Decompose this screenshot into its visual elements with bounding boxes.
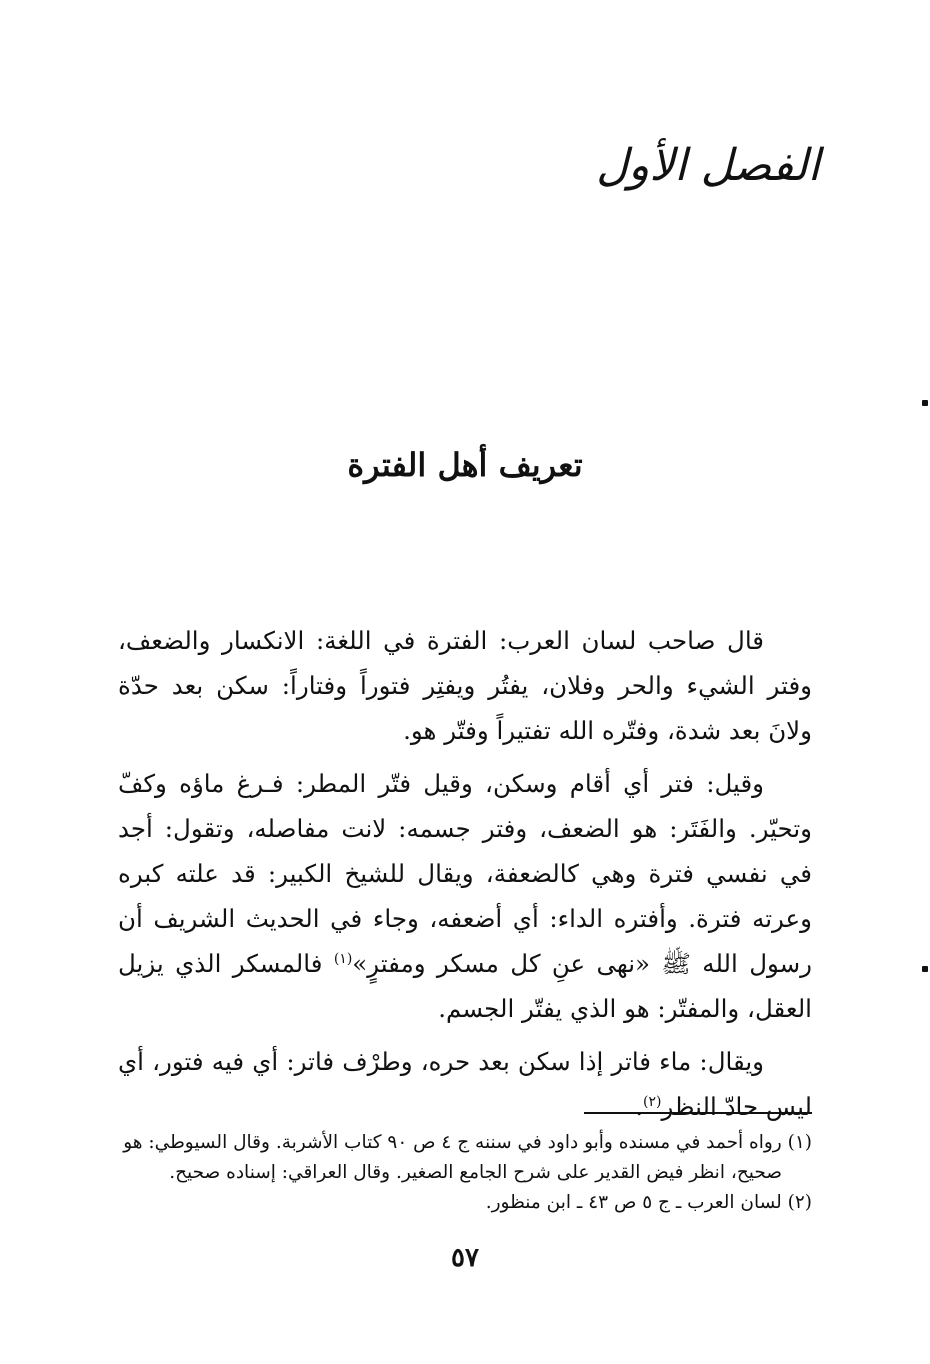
footnote-ref-1: (١) — [333, 950, 353, 967]
margin-mark — [922, 400, 928, 406]
footnote-divider — [584, 1112, 812, 1114]
paragraph-3-text: ويقال: ماء فاتر إذا سكن بعد حره، وطرْف فاتر: أي فيه فتور، أي ليس حادّ النظر — [118, 1047, 812, 1121]
footnotes — [118, 1128, 812, 1218]
paragraph-1 — [118, 618, 812, 753]
footnote-ref-2: (٢) — [643, 1093, 662, 1110]
footnote-1-continuation: صحيح، انظر فيض القدير على شرح الجامع الصغير. وقال العراقي: إسناده صحيح. — [169, 1162, 782, 1183]
paragraph-3 — [118, 1039, 812, 1129]
paragraph-2-text: وقيل: فتر أي أقام وسكن، وقيل فتّر المطر: فـرغ ماؤه وكفّ وتحيّر. والفَتَر: هو الضعف، وفتر جسمه: لانت مفاصله، وتقول: أجد في نفسي فترة وهي كالضعفة، ويقال للشيخ الكبير: قد علته كبره وعرته فترة. وأفتره الداء: أي أضعفه، وجاء في الحديث الشريف أن رسول الله ﷺ «نهى عنِ كل مسكر ومفترٍ» — [118, 769, 813, 978]
body-text — [118, 618, 812, 1129]
footnote-1: (١) رواه أحمد في مسنده وأبو داود في سننه ج ٤ ص ٩٠ كتاب الأشربة. وقال السيوطي: هو — [123, 1132, 812, 1153]
paragraph-2-continuation: فالمسكر الذي يزيل العقل، والمفتّر: هو الذي يفتّر الجسم. — [118, 949, 812, 1023]
chapter-heading: الفصل الأول — [596, 140, 820, 191]
section-title: تعريف أهل الفترة — [347, 446, 583, 484]
margin-mark — [922, 966, 928, 972]
paragraph-1-text: قال صاحب لسان العرب: الفترة في اللغة: الانكسار والضعف، وفتر الشيء والحر وفلان، يفتُر ويفتِر فتوراً وفتاراً: سكن بعد حدّة ولانَ بعد شدة، وفتّره الله تفتيراً وفتّر هو. — [118, 626, 812, 745]
paragraph-3-end: . — [635, 1092, 644, 1121]
footnote-2: (٢) لسان العرب ـ ج ٥ ص ٤٣ ـ ابن منظور. — [485, 1192, 812, 1213]
page-number: ٥٧ — [451, 1243, 479, 1273]
paragraph-2 — [118, 761, 812, 1031]
